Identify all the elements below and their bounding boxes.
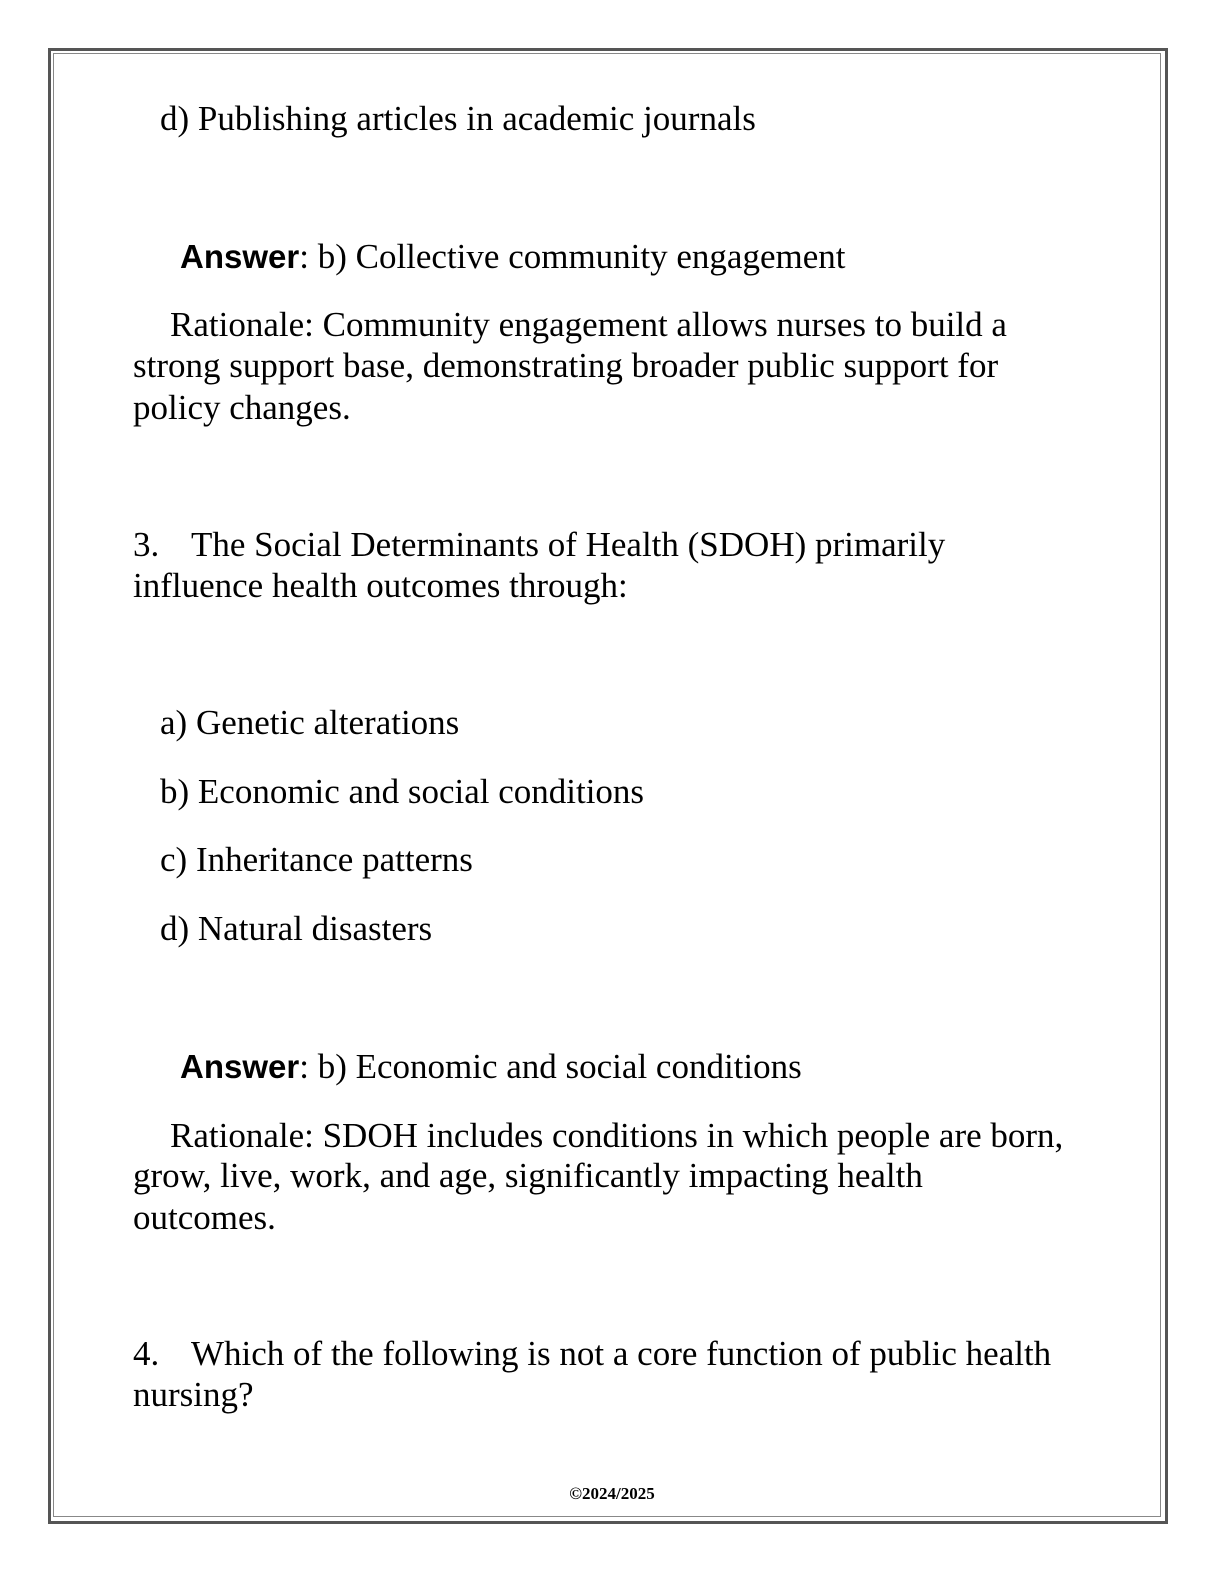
copyright-footer: ©2024/2025	[569, 1484, 655, 1503]
question-3-stem	[133, 524, 945, 565]
rationale-line: outcomes.	[133, 1198, 276, 1237]
option-c: c) Inheritance patterns	[160, 840, 473, 879]
option-b: b) Economic and social conditions	[160, 772, 645, 811]
answer-line-question-3	[180, 1046, 802, 1087]
option-d: d) Natural disasters	[160, 909, 433, 948]
answer-label: Answer	[180, 1048, 300, 1085]
rationale-line: strong support base, demonstrating broader public support for	[133, 346, 999, 385]
rationale-line: Rationale: SDOH includes conditions in which people are born,	[170, 1116, 1064, 1155]
answer-text: : b) Collective community engagement	[299, 237, 846, 276]
question-stem-line: The Social Determinants of Health (SDOH) primarily	[191, 525, 946, 564]
question-4-stem	[133, 1333, 1051, 1374]
option-a: a) Genetic alterations	[160, 703, 460, 742]
answer-text: : b) Economic and social conditions	[299, 1047, 802, 1086]
option-d-previous: d) Publishing articles in academic journals	[160, 99, 756, 138]
question-number: 4.	[133, 1334, 160, 1373]
question-stem-line: Which of the following is not a core function of public health	[191, 1334, 1052, 1373]
rationale-line: Rationale: Community engagement allows nurses to build a	[170, 305, 1007, 344]
question-stem-line: influence health outcomes through:	[133, 566, 628, 605]
rationale-line: policy changes.	[133, 388, 351, 427]
rationale-line: grow, live, work, and age, significantly impacting health	[133, 1156, 923, 1195]
answer-label: Answer	[180, 238, 300, 275]
question-number: 3.	[133, 525, 160, 564]
question-stem-line: nursing?	[133, 1375, 254, 1414]
answer-line-previous	[180, 236, 845, 277]
